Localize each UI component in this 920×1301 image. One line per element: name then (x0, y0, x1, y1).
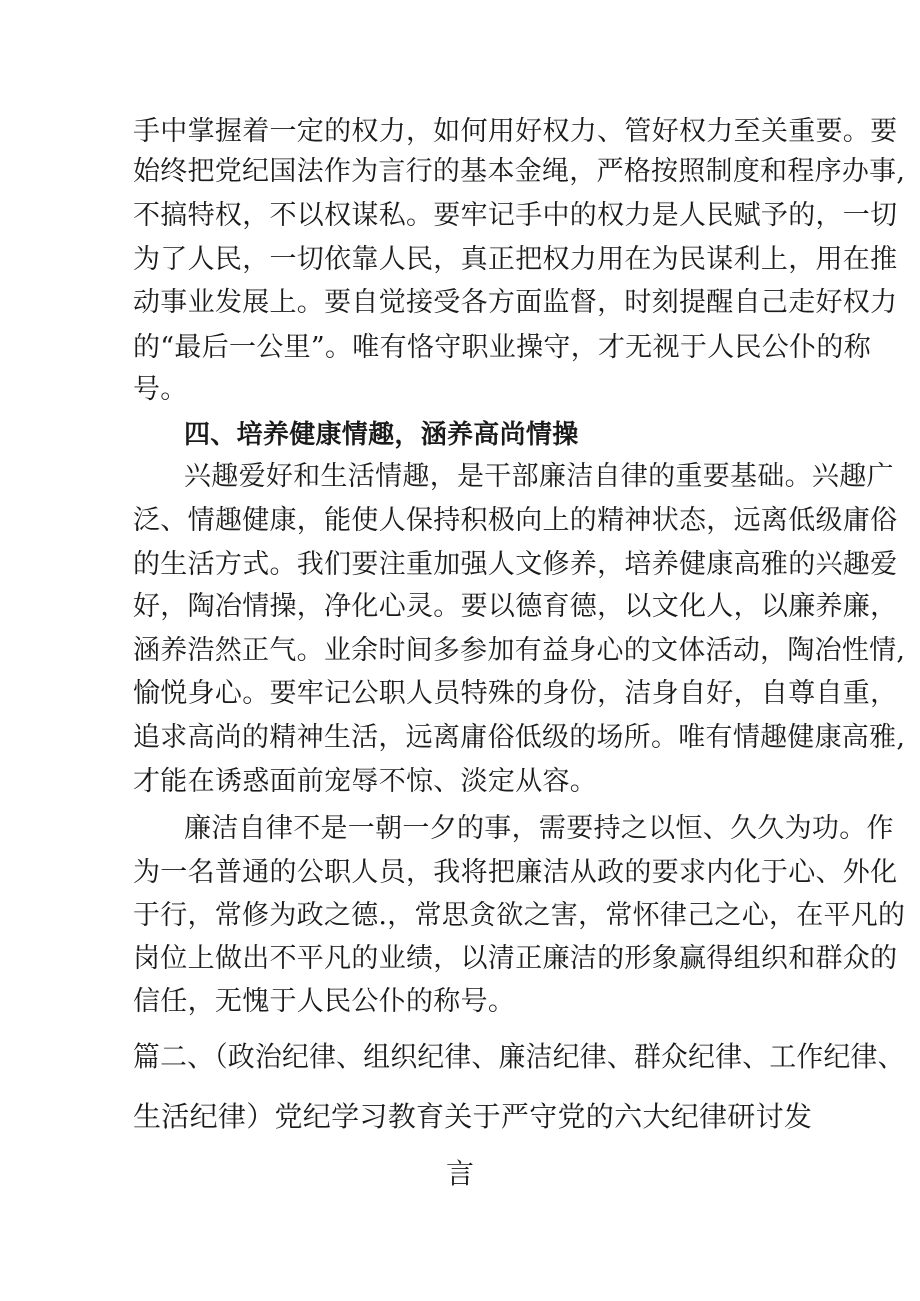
paragraph-2-line-1: 兴趣爱好和生活情趣，是干部廉洁自律的重要基础。兴趣广 (184, 461, 894, 492)
paragraph-1-line-1: 手中掌握着一定的权力，如何用好权力、管好权力至关重要。要 (133, 116, 898, 147)
paragraph-3-line-3: 于行，常修为政之德.，常思贪欲之害，常怀律己之心，在平凡的 (133, 900, 906, 931)
paragraph-2-line-5: 涵养浩然正气。业余时间多参加有益身心的文体活动，陶冶性情, (133, 635, 906, 666)
paragraph-3-line-2: 为一名普通的公职人员，我将把廉洁从政的要求内化于心、外化 (133, 857, 898, 888)
chapter-title-line-1: 篇二、（政治纪律、组织纪律、廉洁纪律、群众纪律、工作纪律、 (133, 1040, 905, 1073)
paragraph-2-line-2: 泛、情趣健康，能使人保持积极向上的精神状态，远离低级庸俗 (133, 505, 898, 536)
paragraph-1-line-2: 始终把党纪国法作为言行的基本金绳，严格按照制度和程序办事, (133, 156, 906, 187)
paragraph-2-line-8: 才能在诱惑面前宠辱不惊、淡定从容。 (133, 766, 598, 797)
paragraph-1-line-4: 为了人民，一切依靠人民，真正把权力用在为民谋利上，用在推 (133, 244, 898, 275)
paragraph-2-line-6: 愉悦身心。要牢记公职人员特殊的身份，洁身自好，自尊自重， (133, 678, 898, 709)
paragraph-3-line-5: 信任，无愧于人民公仆的称号。 (133, 986, 516, 1017)
paragraph-2-line-4: 好，陶冶情操，净化心灵。要以德育德，以文化人，以廉养廉， (133, 591, 898, 622)
chapter-title-line-2: 生活纪律）党纪学习教育关于严守党的六大纪律研讨发 (133, 1100, 813, 1133)
paragraph-1-line-3: 不搞特权，不以权谋私。要牢记手中的权力是人民赋予的，一切 (133, 200, 898, 231)
paragraph-1-line-7: 号。 (133, 374, 188, 405)
section-heading: 四、培养健康情趣，涵养高尚情操 (184, 420, 579, 450)
paragraph-1-line-6: 的“最后一公里”。唯有恪守职业操守，才无视于人民公仆的称 (133, 332, 872, 363)
paragraph-2-line-3: 的生活方式。我们要注重加强人文修养，培养健康高雅的兴趣爱 (133, 549, 898, 580)
paragraph-3-line-1: 廉洁自律不是一朝一夕的事，需要持之以恒、久久为功。作 (184, 813, 894, 844)
paragraph-3-line-4: 岗位上做出不平凡的业绩，以清正廉洁的形象赢得组织和群众的 (133, 943, 898, 974)
chapter-title-line-3: 言 (446, 1157, 475, 1190)
paragraph-1-line-5: 动事业发展上。要自觉接受各方面监督，时刻提醒自己走好权力 (133, 287, 898, 318)
paragraph-2-line-7: 追求高尚的精神生活，远离庸俗低级的场所。唯有情趣健康高雅, (133, 722, 906, 753)
